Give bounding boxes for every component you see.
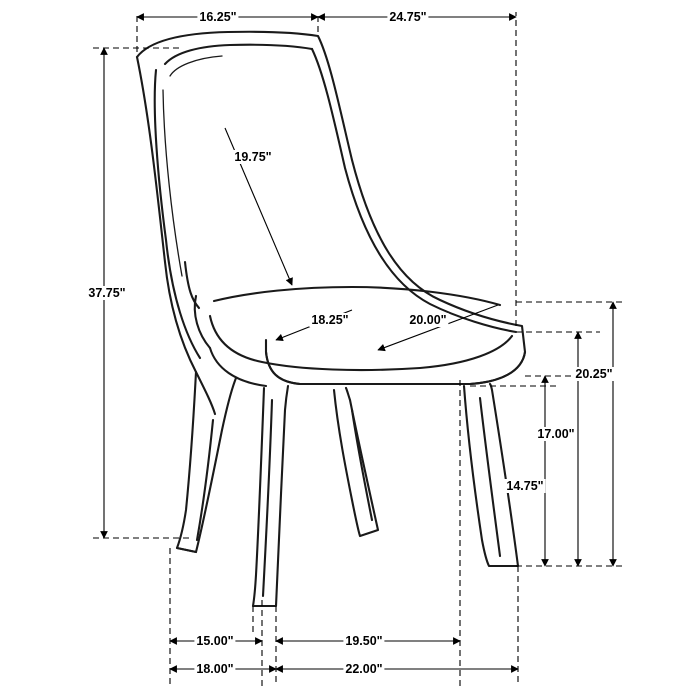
dim-label-seat-back-height: 17.00": [537, 427, 575, 441]
dim-label-base-width: 18.00": [196, 662, 234, 676]
dim-label-overall-depth: 22.00": [345, 662, 383, 676]
dim-label-front-leg-span: 15.00": [196, 634, 234, 648]
dim-label-seat-width-inner: 18.25": [311, 313, 349, 327]
dim-label-top-seat-depth: 24.75": [389, 10, 427, 24]
dim-label-overall-height: 37.75": [88, 286, 126, 300]
dimension-lines: [93, 12, 625, 686]
dim-label-seat-depth-diagonal: 20.00": [409, 313, 447, 327]
dim-label-arm-height: 20.25": [575, 367, 613, 381]
dim-label-back-diagonal: 19.75": [234, 150, 272, 164]
dim-label-top-back-width: 16.25": [199, 10, 237, 24]
dim-line-20-00: [378, 305, 498, 350]
dim-label-seat-height: 14.75": [506, 479, 544, 493]
dim-label-seat-front-depth: 19.50": [345, 634, 383, 648]
extension-lines: [93, 12, 625, 686]
